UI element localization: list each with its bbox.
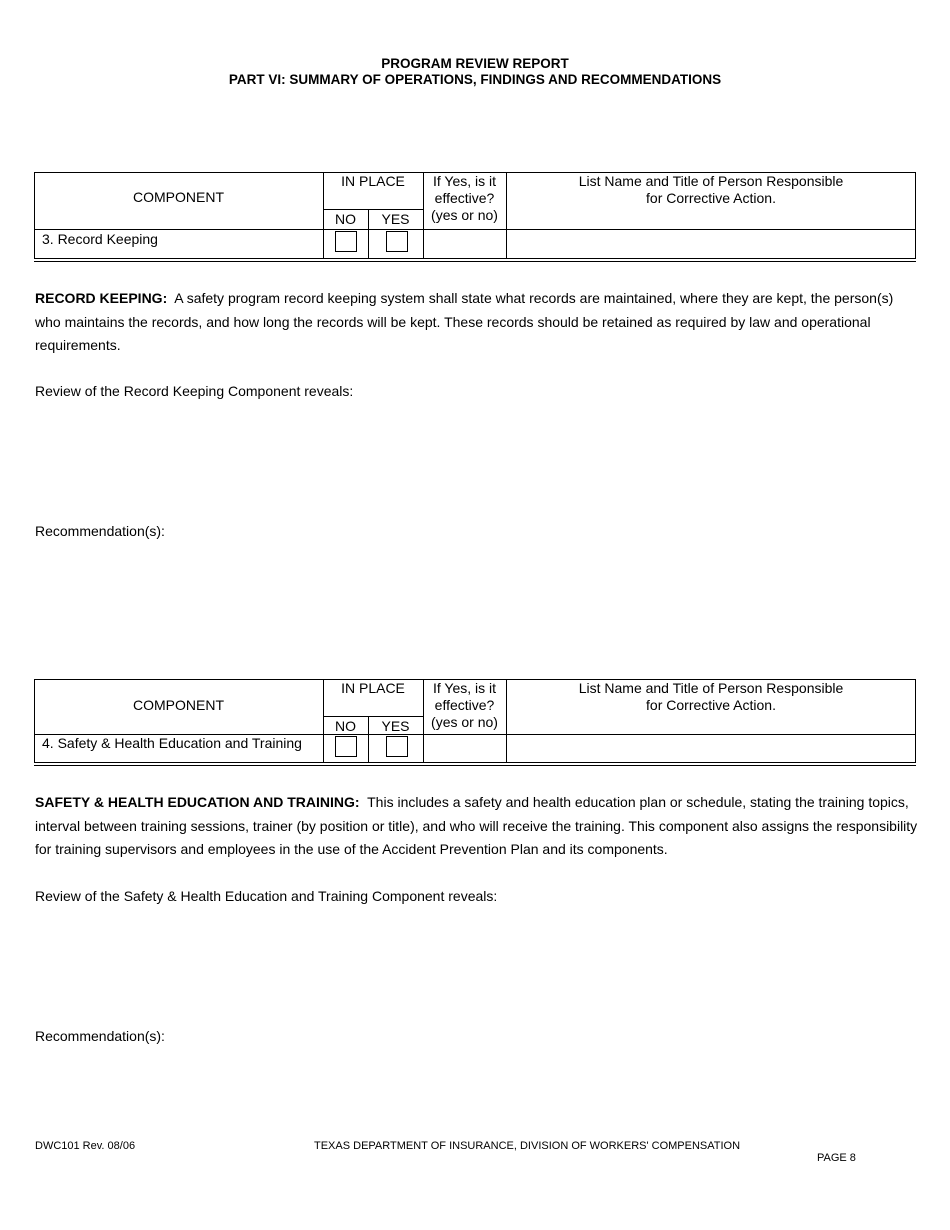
section-description: A safety program record keeping system shall state what records are maintained, where they are kept, the person(s) who maintains the records, and how long the records will be kept. These records should be retained as required by law and operational requirements. — [35, 290, 894, 353]
effective-header-line: effective? — [434, 697, 495, 713]
effective-header-line: (yes or no) — [431, 207, 498, 223]
in-place-header: IN PLACE — [341, 173, 405, 189]
recommendation-label: Recommendation(s): — [35, 1028, 165, 1044]
agency-name: TEXAS DEPARTMENT OF INSURANCE, DIVISION OF WORKERS' COMPENSATION — [314, 1140, 741, 1152]
component-header: COMPONENT — [133, 697, 224, 713]
responsible-header-line: for Corrective Action. — [646, 697, 776, 713]
in-place-yes-checkbox[interactable] — [386, 736, 408, 757]
yes-header: YES — [381, 211, 410, 227]
recommendation-label: Recommendation(s): — [35, 523, 165, 539]
review-label: Review of the Safety & Health Education and Training Component reveals: — [35, 888, 498, 904]
section-description: This includes a safety and health education plan or schedule, stating the training topics, interval between training sessions, trainer (by position or title), and who will receive the training. This component also assigns the responsibility for training supervisors and employees in the use of the Accident Prevention Plan and its components. — [35, 794, 918, 857]
responsible-header-line: List Name and Title of Person Responsible — [578, 173, 844, 189]
component-header: COMPONENT — [133, 189, 224, 205]
in-place-no-checkbox[interactable] — [335, 736, 357, 757]
component-name: 4. Safety & Health Education and Training — [42, 735, 302, 751]
effective-header — [423, 680, 506, 731]
in-place-divider — [323, 716, 423, 717]
responsible-header — [506, 173, 916, 207]
report-subtitle: PART VI: SUMMARY OF OPERATIONS, FINDINGS AND RECOMMENDATIONS — [228, 72, 722, 87]
report-title: PROGRAM REVIEW REPORT — [381, 56, 569, 71]
effective-header-line: (yes or no) — [431, 714, 498, 730]
safety-training-description — [35, 791, 920, 862]
table-double-rule — [34, 765, 916, 766]
table-row-divider — [34, 229, 916, 230]
yes-header: YES — [381, 718, 410, 734]
responsible-header — [506, 680, 916, 714]
in-place-header: IN PLACE — [341, 680, 405, 696]
effective-header-line: If Yes, is it — [432, 173, 497, 189]
effective-header-line: If Yes, is it — [432, 680, 497, 696]
no-header: NO — [335, 718, 356, 734]
component-name: 3. Record Keeping — [42, 231, 158, 247]
review-label: Review of the Record Keeping Component reveals: — [35, 383, 354, 399]
responsible-header-line: for Corrective Action. — [646, 190, 776, 206]
effective-header-line: effective? — [434, 190, 495, 206]
page-number: PAGE 8 — [817, 1152, 856, 1164]
form-id: DWC101 Rev. 08/06 — [35, 1140, 136, 1152]
table-double-rule — [34, 261, 916, 262]
page-header — [0, 56, 950, 88]
in-place-yes-checkbox[interactable] — [386, 231, 408, 252]
in-place-divider — [323, 209, 423, 210]
responsible-header-line: List Name and Title of Person Responsible — [578, 680, 844, 696]
no-header: NO — [335, 211, 356, 227]
in-place-no-checkbox[interactable] — [335, 231, 357, 252]
record-keeping-description — [35, 287, 920, 358]
effective-header — [423, 173, 506, 224]
section-heading: RECORD KEEPING: — [35, 290, 168, 306]
section-heading: SAFETY & HEALTH EDUCATION AND TRAINING: — [35, 794, 360, 810]
